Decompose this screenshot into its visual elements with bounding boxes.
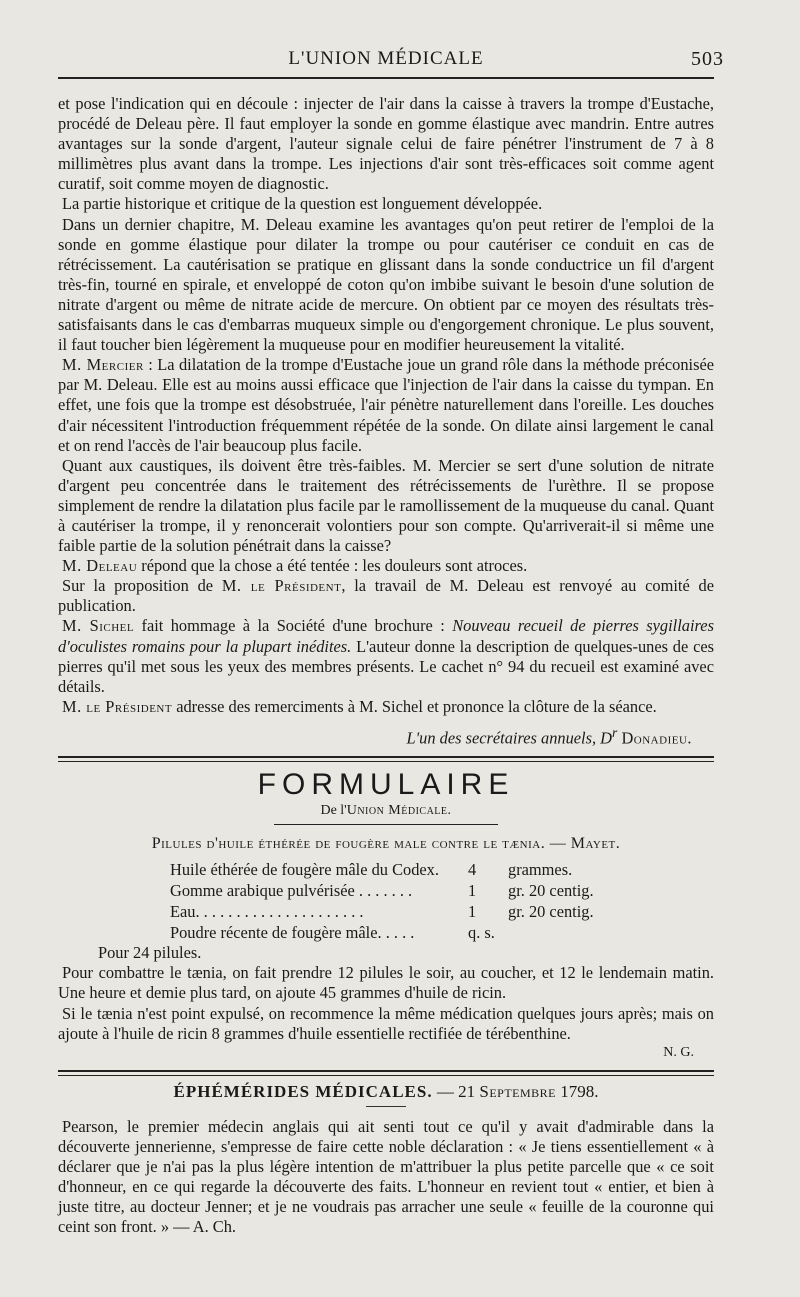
- paragraph-text: , la travail de M. Deleau est renvoyé au comité de publication.: [58, 576, 714, 616]
- subtitle-rule: [274, 824, 497, 825]
- paragraph: La partie historique et critique de la question est longuement développée.: [62, 194, 543, 214]
- paragraph-text: L'auteur donne la description de quelques-unes de ces pierres qu'il met sous les yeux des membres présents. Le cachet n° 94 du recueil est examiné avec détails.: [58, 636, 714, 696]
- paragraph: Pearson, le premier médecin anglais qui ait senti tout ce qu'il y avait d'admirable dans la découverte jennerienne, s'empresse de faire cette noble déclaration : « Je tiens essentiellement « à déclarer que je n'ai pas la plus légère intention de m'attribuer la plus petite parcelle que « ce soit d'honneur, en ce qui regarde la découverte des faits. L'honneur en revient tout « entier, et bien à juste titre, au docteur Jenner; et je ne voudrais pas arracher une seule « feuille de la couronne qui ceint son front. » — A. Ch.: [58, 1116, 714, 1237]
- recipe-yield: Pour 24 pilules.: [98, 943, 202, 963]
- paragraph: Pour combattre le tænia, on fait prendre 12 pilules le soir, au coucher, et 12 le lendemain matin. Une heure et demie plus tard, on ajoute 45 grammes d'huile de ricin.: [58, 963, 714, 1003]
- signature-name: Donadieu.: [621, 728, 692, 748]
- paragraph: Dans un dernier chapitre, M. Deleau examine les avantages qu'on peut retirer de l'emploi de la sonde en gomme élastique pour dilater la trompe ou pour cautériser ce conduit en cas de rétrécissement. La cautérisation se pratique en glissant dans la sonde conductrice un fil d'argent très-fin, tourné en spirale, et enveloppé de coton qu'on imbibe suivant le besoin d'une solution de nitrate d'argent ou même de nitrate acide de mercure. On obtient par ce moyen des résultats très-satisfaisants dans le cas d'embarras muqueux simple ou d'engorgement chronique. Le plus souvent, il faut toucher bien légèrement la muqueuse pour en modifier heureusement la vitalité.: [58, 214, 714, 355]
- header-rule: [58, 77, 714, 79]
- speaker-name: M. le Président: [221, 576, 342, 596]
- recipe-title: Pilules d'huile éthérée de fougère male contre le tænia. — Mayet.: [151, 835, 621, 853]
- paragraph: et pose l'indication qui en découle : injecter de l'air dans la caisse à travers la trompe d'Eustache, procédé de Deleau père. Il faut employer la sonde en gomme élastique avec mandrin. Entre autres avantages sur la sonde d'argent, l'auteur signale celui de faire pénétrer l'instrument de 7 à 8 millimètres plus avant dans la trompe. Les injections d'air sont très-efficaces soit comme agent curatif, soit comme moyen de diagnostic.: [58, 94, 714, 194]
- ingredient-row: Gomme arabique pulvérisée . . . . . . . 1 gr. 20 centig.: [170, 881, 594, 901]
- recipe-author: — Mayet.: [549, 835, 621, 853]
- formulaire-heading: FORMULAIRE: [257, 768, 515, 802]
- signature: L'un des secrétaires annuels, $D^r$ Donadieu.: [406, 724, 692, 748]
- paragraph: [58, 616, 714, 696]
- article-body: [58, 94, 714, 1237]
- author-initials: N. G.: [663, 1044, 694, 1060]
- speaker-name: M. Sichel: [62, 616, 135, 636]
- ingredient-row: Huile éthérée de fougère mâle du Codex. 4 grammes.: [170, 860, 573, 880]
- section-divider: [58, 1070, 714, 1076]
- ephemerides-heading: ÉPHÉMÉRIDES MÉDICALES. — 21 Septembre 1798.: [173, 1081, 599, 1101]
- section-divider: [58, 756, 714, 762]
- paragraph-text: Sur la proposition de: [62, 576, 222, 596]
- paragraph-text: : La dilatation de la trompe d'Eustache joue un grand rôle dans la méthode préconisée par M. Deleau. Elle est au moins aussi efficace que l'injection de l'air dans la caisse du tympan. En effet, une fois que la trompe est désobstruée, l'air pénètre naturellement dans l'oreille. Les douches d'air nécessitent l'introduction fréquemment répétée de la sonde. On dilate ainsi largement le canal et on rend l'accès de l'air beaucoup plus facile.: [58, 355, 714, 455]
- speaker-name: M. Mercier: [62, 355, 144, 375]
- paragraph-text: fait hommage à la Société d'une brochure :: [134, 616, 453, 636]
- paragraph: Quant aux caustiques, ils doivent être très-faibles. M. Mercier se sert d'une solution de nitrate d'argent peu concentrée dans le traitement des rétrécissements de l'urèthre. Il se propose simplement de rendre la dilatation plus facile par le ramollissement de la muqueuse du canal. Quant à cautériser la trompe, il y renoncerait volontiers pour son compte. Qu'arriverait-il si même une faible partie de la solution pénétrait dans la caisse?: [58, 455, 714, 556]
- paragraph: [58, 355, 714, 455]
- formulaire-subtitle: De l'Union Médicale.: [320, 803, 452, 819]
- running-header: [58, 48, 724, 74]
- ingredient-row: Eau. . . . . . . . . . . . . . . . . . . . . 1 gr. 20 centig.: [170, 902, 594, 922]
- book-title: Nouveau recueil de pierres sygillaires d'oculistes romains pour la plupart inédites.: [58, 616, 714, 656]
- paragraph: [58, 556, 714, 576]
- ephemerides-date: — 21 Septembre 1798.: [436, 1081, 599, 1101]
- paragraph: [58, 576, 714, 616]
- paragraph-text: répond que la chose a été tentée : les douleurs sont atroces.: [137, 556, 528, 576]
- ingredient-row: Poudre récente de fougère mâle. . . . . q. s.: [170, 923, 495, 943]
- paragraph-text: adresse des remerciments à M. Sichel et prononce la clôture de la séance.: [172, 696, 657, 716]
- heading-rule: [366, 1106, 406, 1107]
- ingredient-table: [170, 859, 648, 943]
- journal-title: L'UNION MÉDICALE: [288, 48, 484, 69]
- paragraph: [58, 697, 714, 717]
- speaker-name: M. Deleau: [62, 556, 138, 576]
- speaker-name: M. le Président: [62, 696, 173, 716]
- paragraph: Si le tænia n'est point expulsé, on recommence la même médication quelques jours après; mais on ajoute à l'huile de ricin 8 grammes d'huile essentielle rectifiée de térébenthine.: [58, 1003, 714, 1043]
- page-number: 503: [691, 48, 724, 70]
